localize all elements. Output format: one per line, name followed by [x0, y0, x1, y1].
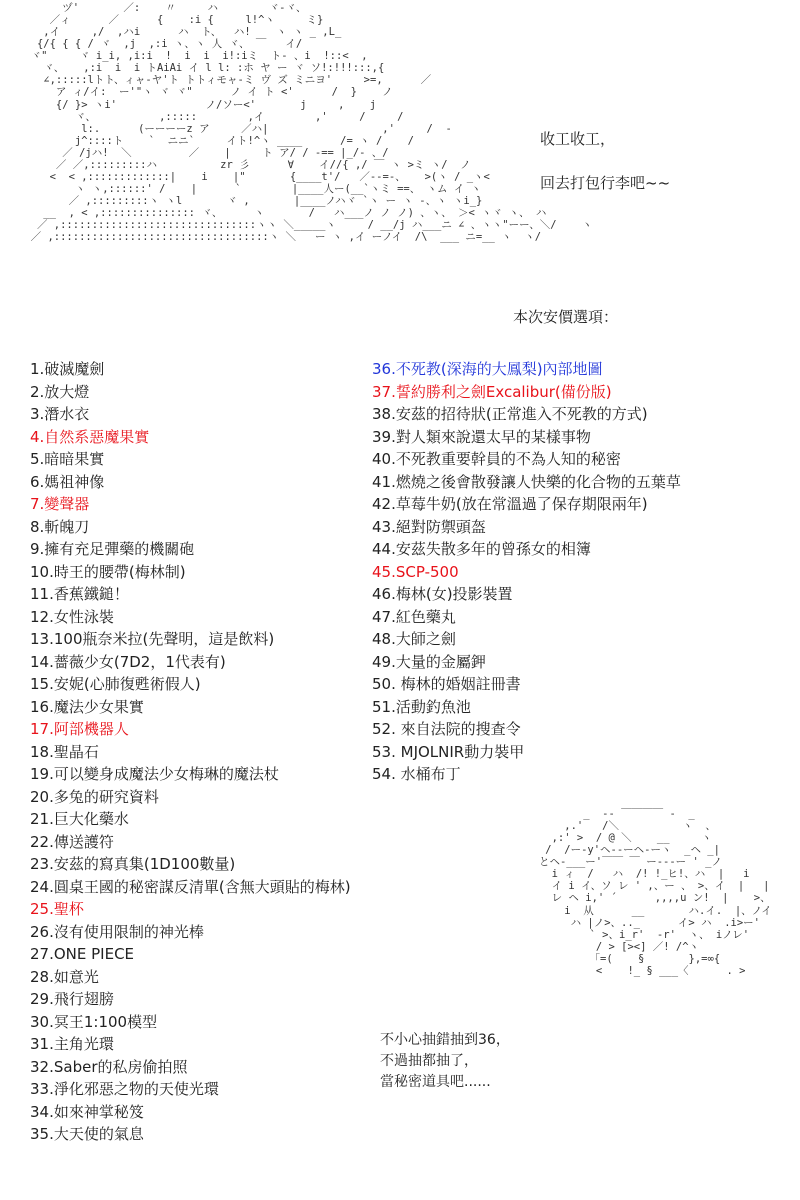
option-item: 8.斬魄刀 — [30, 517, 90, 536]
option-item: 14.薔薇少女(7D2，1代表有) — [30, 652, 226, 671]
option-item: 16.魔法少女果實 — [30, 697, 144, 716]
option-item: 45.SCP-500 — [372, 562, 459, 581]
option-item: 52. 來自法院的搜查令 — [372, 720, 521, 738]
option-item: 40.不死教重要幹員的不為人知的秘密 — [372, 450, 621, 468]
option-item: 1.破滅魔劍 — [30, 360, 105, 378]
ascii-art-character-bottom: _ -‐ ￣￣￣￣ ‐ _ ,.' /＼ ヽ 、 ,:' > / @ ＼ __ ヽ / /ー-y'ヘ--ーヘ-ーヽ _ヘ _| とヘ-___ー'￣￣ ￣ ー---ー ' _ノ i ィ / ハ /! !_ヒ!、ハ | i イ i イ、ソ レ ' ,、ー 、 >、イ | | レ ヘ i,' ´ ,,,,u ン! | >、 i 从 __ ハ.イ. |、ノイ ハ |ノ>、.._ イ> ハ .i>ー' ` >、i_r' -r' ヽ、 iノレ' / > [><] ／! /^ヽ 「=( § },=∞{ < !_ § ___〈 . > — [538, 808, 772, 977]
option-item: 39.對人類來說還太早的某樣事物 — [372, 427, 591, 446]
option-item: 30.冥王1:100模型 — [30, 1012, 158, 1031]
option-item: 6.媽祖神像 — [30, 472, 105, 491]
option-item: 25.聖杯 — [30, 900, 84, 918]
option-item: 32.Saber的私房偷拍照 — [30, 1057, 188, 1076]
option-item: 18.聖晶石 — [30, 742, 99, 761]
option-item: 46.梅林(女)投影裝置 — [372, 585, 513, 603]
note-line-1: 不小心抽錯抽到36， — [380, 1032, 510, 1048]
option-item: 9.擁有充足彈藥的機關砲 — [30, 540, 195, 558]
option-item: 19.可以變身成魔法少女梅琳的魔法杖 — [30, 765, 279, 783]
option-item: 49.大量的金屬鉀 — [372, 652, 486, 671]
option-item: 4.自然系惡魔果實 — [30, 427, 150, 446]
option-item: 5.暗暗果實 — [30, 450, 105, 468]
option-item: 37.誓約勝利之劍Excalibur(備份版) — [372, 382, 612, 401]
option-item: 53. MJOLNIR動力裝甲 — [372, 742, 525, 761]
option-item: 7.變聲器 — [30, 495, 90, 513]
option-item: 12.女性泳裝 — [30, 607, 114, 626]
note-line-3: 當秘密道具吧...... — [380, 1074, 491, 1090]
option-item: 43.絕對防禦頭盔 — [372, 517, 486, 536]
option-item: 36.不死教(深海的大鳳梨)內部地圖 — [372, 360, 603, 378]
option-item: 29.飛行翅膀 — [30, 990, 114, 1008]
options-title: 本次安價選項： — [513, 308, 619, 326]
option-item: 3.潛水衣 — [30, 405, 90, 423]
option-item: 31.主角光環 — [30, 1035, 114, 1053]
option-item: 50. 梅林的婚姻註冊書 — [372, 675, 521, 693]
option-item: 13.100瓶奈米拉(先聲明，這是飲料) — [30, 630, 275, 648]
ascii-art-character-top: ヅ' ／: 〃 ハ ヾ-ヾ、 ／ィ ／ { :i { l!^ヽ ミ} ,イ ,/ ,ハi ハ ト、 ハ! ヽ ヽ _ ,L_ {/{ { { / ヾ ,j ,:i ヽ、ヽ 人 ヾ、 ￣ イ/ ヾ" ヾ i_i, ,i:i ! i i i!:iミ ト- 、i !::< , ヾ、 ,:i i i トAiAi イ l l: :ホ ヤ ー ヾ ソ!:!!!:::,{ ∠,:::::lトト、ィャ-ヤ'ト トトィモャ-ミ ヴ ズ ミニヨ' >=, ／ ア ィ/イ: ー'"ヽ ヾ ヾ" ノ イ ト <' / } ノ {/ }> ヽi' ノ/ソー<' j , j ヾ、 ,::::: ,イ ,' / / l:. (ーーーーz ア ／ハ| ,' / - j^::::ト ` ニニ` イト!^ヽ ____ /= ヽ / / ／ /jハ! ＼ ／ | ト ア/ / -== |_/- 、/ ／ ／,:::::::::ハ zr 彡 ∀ イ//{ ,/ ￣ ヽ >ミ ヽ/ ノ < < ,:::::::::::::| i |" {____t'/ ／--=-、 >(ヽ / _ヽ< ヽ ヽ,::::::' / | ` |____人ー(__`ヽミ ==、 ヽム イ ヽ ／ ,:::::::::ヽ ヽl ヾ , |____ノハヾ `ヽ ー ヽ -、ヽ ヽi_} __ , < ,::::::::::::::: ヾ、 ヽ / ハ___ノ ノ ノ) 、ヽ、 ＞< ヽヾ ヽ、 ハ ／ ,:::::::::::::::::::::::::::::::ヽヽ ＼_____ヽ / __/j ハ___ニ ∠ 、ヽヽ"ーー、＼/ ヽ ／ ,::::::::::::::::::::::::::::::::::ヽ ＼ ー ヽ ,イ ーノイ /\ ___ ニ=__ ヽ ヽ/ — [30, 2, 593, 244]
option-item: 28.如意光 — [30, 967, 99, 986]
option-item: 35.大天使的氣息 — [30, 1125, 144, 1143]
option-item: 41.燃燒之後會散發讓人快樂的化合物的五葉草 — [372, 472, 681, 491]
option-item: 22.傳送護符 — [30, 832, 114, 851]
option-item: 15.安妮(心肺復甦術假人) — [30, 675, 201, 693]
option-item: 47.紅色藥丸 — [372, 607, 456, 626]
option-item: 2.放大燈 — [30, 382, 90, 401]
speech-line-2: 回去打包行李吧~~ — [540, 174, 671, 192]
option-item: 10.時王的腰帶(梅林制) — [30, 562, 186, 581]
option-item: 48.大師之劍 — [372, 630, 456, 648]
option-item: 54. 水桶布丁 — [372, 765, 461, 783]
option-item: 27.ONE PIECE — [30, 945, 135, 963]
option-item: 11.香蕉鐵鎚！ — [30, 585, 129, 603]
option-item: 51.活動釣魚池 — [372, 697, 471, 716]
option-item: 33.淨化邪惡之物的天使光環 — [30, 1080, 219, 1098]
option-item: 17.阿部機器人 — [30, 720, 129, 738]
speech-line-1: 收工收工， — [540, 130, 616, 148]
option-item: 24.圓桌王國的秘密謀反清單(含無大頭貼的梅林) — [30, 877, 351, 896]
option-item: 23.安茲的寫真集(1D100數量) — [30, 855, 236, 873]
options-list-right — [372, 358, 681, 786]
option-item: 38.安茲的招待狀(正常進入不死教的方式) — [372, 405, 648, 423]
option-item: 42.草莓牛奶(放在常溫過了保存期限兩年) — [372, 495, 648, 513]
note-line-2: 不過抽都抽了， — [380, 1053, 478, 1069]
option-item: 26.沒有使用限制的神光棒 — [30, 922, 204, 941]
option-item: 21.巨大化藥水 — [30, 810, 129, 828]
options-list-left — [30, 358, 351, 1146]
option-item: 34.如來神掌秘笈 — [30, 1102, 144, 1121]
option-item: 44.安茲失散多年的曾孫女的相簿 — [372, 540, 591, 558]
option-item: 20.多兔的研究資料 — [30, 787, 159, 806]
note-bottom — [380, 1030, 510, 1093]
